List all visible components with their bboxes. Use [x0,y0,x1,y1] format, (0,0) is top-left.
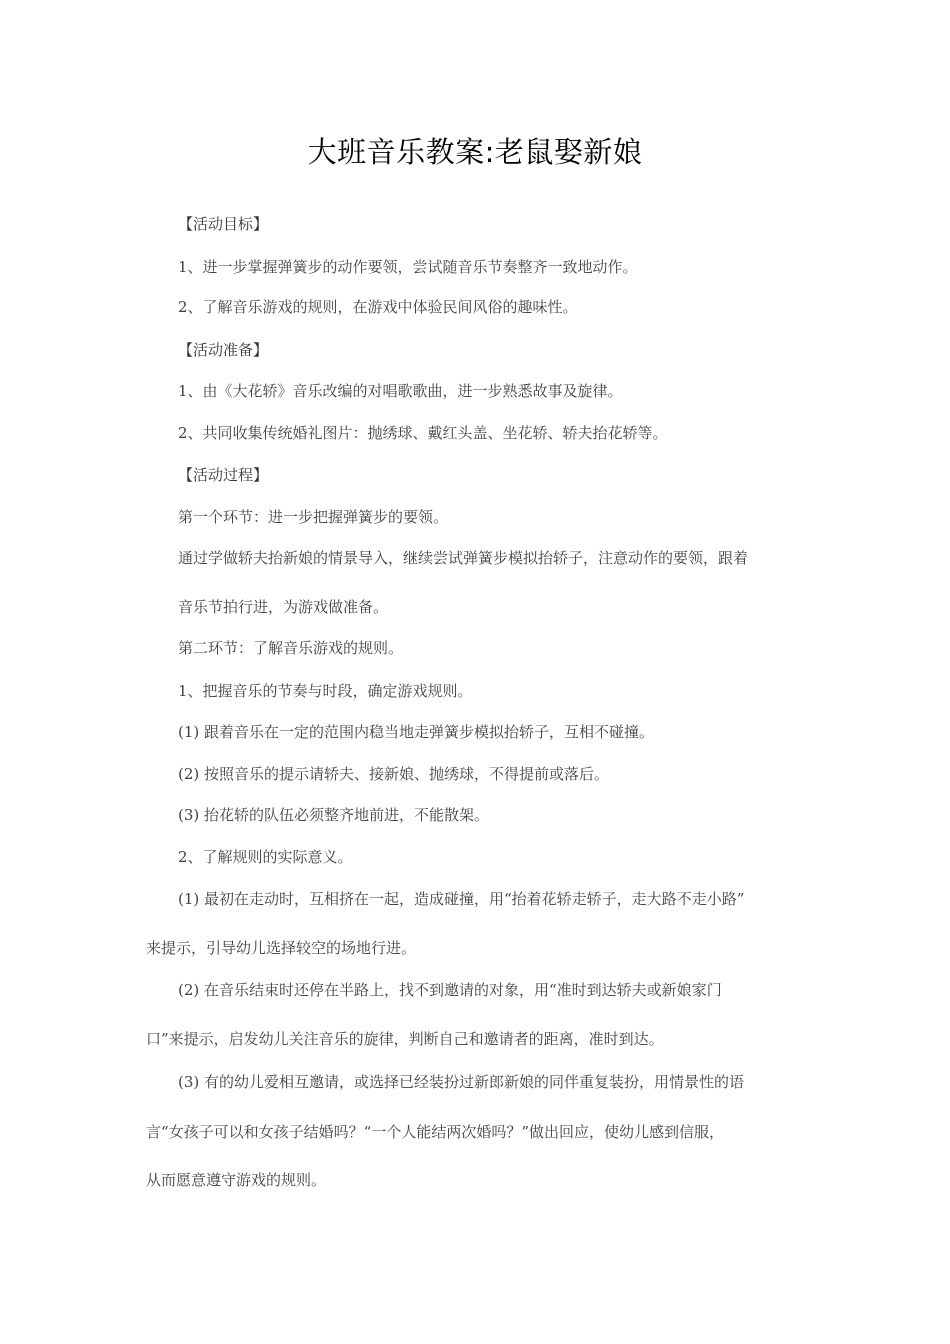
prep-heading: 【活动准备】 [178,341,269,359]
rule-item-2: (2) 按照音乐的提示请轿夫、接新娘、抛绣球，不得提前或落后。 [178,765,610,783]
meaning-item-3-line-1: (3) 有的幼儿爱相互邀请，或选择已经装扮过新郎新娘的同伴重复装扮，用情景性的语 [178,1073,745,1091]
meaning-item-1-line-2: 来提示，引导幼儿选择较空的场地行进。 [146,939,417,957]
goal-item-1: 1、进一步掌握弹簧步的动作要领，尝试随音乐节奏整齐一致地动作。 [178,258,638,276]
meaning-item-3-line-3: 从而愿意遵守游戏的规则。 [146,1171,327,1189]
meaning-item-2-line-1: (2) 在音乐结束时还停在半路上，找不到邀请的对象，用“准时到达轿夫或新娘家门 [178,981,722,999]
step2-title: 第二环节：了解音乐游戏的规则。 [178,639,404,657]
step1-text-line-2: 音乐节拍行进，为游戏做准备。 [178,598,389,616]
document-title: 大班音乐教案:老鼠娶新娘 [307,135,643,169]
rule-item-1: (1) 跟着音乐在一定的范围内稳当地走弹簧步模拟抬轿子，互相不碰撞。 [178,723,655,741]
goals-heading: 【活动目标】 [178,215,269,233]
step1-title: 第一个环节：进一步把握弹簧步的要领。 [178,508,449,526]
process-heading: 【活动过程】 [178,466,269,484]
prep-item-2: 2、共同收集传统婚礼图片：抛绣球、戴红头盖、坐花轿、轿夫抬花轿等。 [178,424,668,442]
prep-item-1: 1、由《大花轿》音乐改编的对唱歌歌曲，进一步熟悉故事及旋律。 [178,382,623,400]
rule-intro: 1、把握音乐的节奏与时段，确定游戏规则。 [178,682,473,700]
meaning-item-3-line-2: 言“女孩子可以和女孩子结婚吗？“一个人能结两次婚吗？”做出回应，使幼儿感到信服， [146,1123,725,1141]
rule-item-3: (3) 抬花轿的队伍必须整齐地前进，不能散架。 [178,806,490,824]
meaning-intro: 2、了解规则的实际意义。 [178,848,353,866]
step1-text-line-1: 通过学做轿夫抬新娘的情景导入，继续尝试弹簧步模拟抬轿子，注意动作的要领，跟着 [178,549,749,567]
meaning-item-2-line-2: 口”来提示，启发幼儿关注音乐的旋律，判断自己和邀请者的距离，准时到达。 [146,1030,664,1048]
goal-item-2: 2、了解音乐游戏的规则，在游戏中体验民间风俗的趣味性。 [178,298,578,316]
meaning-item-1-line-1: (1) 最初在走动时，互相挤在一起，造成碰撞，用“抬着花轿走轿子，走大路不走小路” [178,890,745,908]
